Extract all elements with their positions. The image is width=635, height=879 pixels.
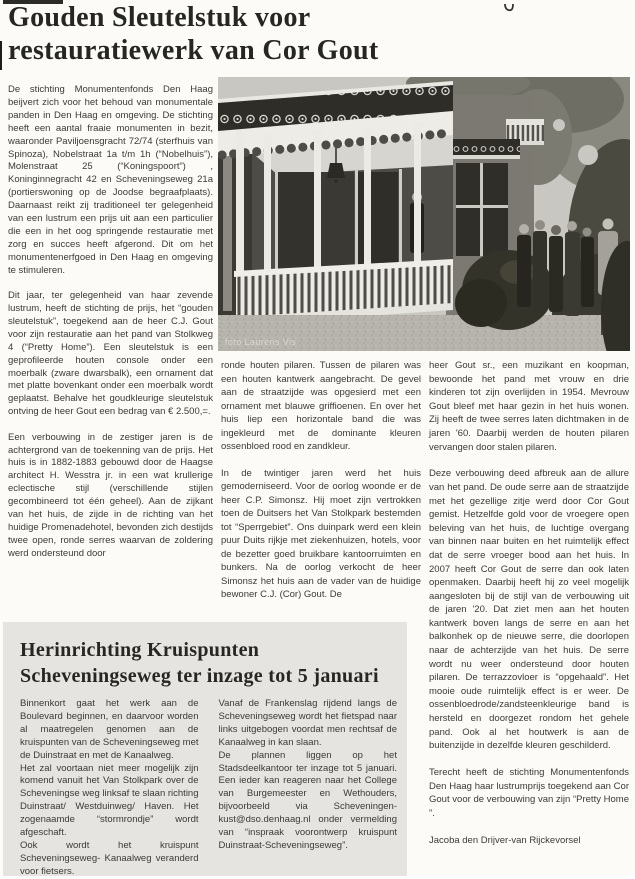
box-column-1: [20, 698, 199, 879]
scan-artifact-letter-fragment: [503, 0, 515, 9]
main-column-3: [429, 359, 629, 860]
box-columns: [20, 698, 397, 879]
article-photo: [218, 77, 630, 351]
main-column-2: [221, 359, 421, 615]
paragraph: Terecht heeft de stichting Monumentenfonds Den Haag haar lustrumprijs toegekend aan Cor Gout voor de verbouwing van zijn “Pretty Home ”.: [429, 767, 629, 819]
box-headline: [20, 637, 397, 689]
main-headline: [8, 1, 468, 67]
paragraph: ronde houten pilaren. Tussen de pilaren was een houten kantwerk aangebracht. De gevel aan de straatzijde was opgesierd met een ornament met blauwe griffioenen. En over het huis liep een horizontale band die was ingekleurd met de dominante kleuren ossenbloed rood en zandkleur.: [221, 360, 421, 452]
photo-credit: foto Laurens Vis: [225, 337, 297, 347]
scan-artifact-left-edge: [0, 41, 2, 70]
paragraph: Ook wordt het kruispunt Scheveningseweg- Kanaalweg veranderd voor fietsers.: [20, 839, 199, 877]
main-column-1: [8, 84, 213, 573]
paragraph: Vanaf de Frankenslag rijdend langs de Scheveningseweg wordt het fietspad naar links uitgebogen voordat men rechtsaf de Kanaalweg in kan slaan.: [218, 698, 397, 748]
box-column-2: [219, 698, 398, 879]
paragraph: Binnenkort gaat het werk aan de Boulevard beginnen, en daarvoor worden al maatregelen genomen aan de kruispunten van de Scheveningseweg met de Duinstraat en met de Kanaalweg.: [20, 698, 199, 761]
box-headline-line2: Scheveningseweg ter inzage tot 5 januari: [20, 665, 379, 687]
main-headline-line2: restauratiewerk van Cor Gout: [8, 35, 379, 66]
author-byline: Jacoba den Drijver-van Rijckevorsel: [429, 834, 581, 846]
paragraph: heer Gout sr., een muzikant en koopman, bewoonde het pand met vrouw en drie kinderen tot zijn overlijden in 1954. Mevrouw Gout bleef met haar gezin in het huis wonen. Zij heeft de twee serres laten dichtmaken in de jaren '60. Daarbij werden de houten pilaren vervangen door stalen pilaren.: [429, 360, 629, 453]
paragraph: Een verbouwing in de zestiger jaren is de achtergrond van de toekenning van de prijs. Het huis is in 1882-1883 gebouwd door de Haagse architect H. Wesstra jr. in een wat krullerige eclectische stijl (verschillende stijlen gecombineerd tot één geheel). Aan de zijkant van het huis, de zijde in de richting van het huidige Promenadehotel, bevonden zich destijds twee open, ronde serres waarvan de zoldering werd ondersteund door: [8, 431, 213, 559]
paragraph: In de twintiger jaren werd het huis gemoderniseerd. Voor de oorlog woonde er de heer C.P. Simonsz. Hij moet zijn vertrokken toen de Duitsers het Van Stolkpark bestemden tot “Sperrgebiet”. Ons duinpark werd een klein puur Duits rijkje met ziekenhuizen, hotels, voor de bezetter goed bruikbare kantoorruimten en bunkers. Na de oorlog verkocht de heer Simonsz het huis aan de vader van de huidige bewoner C.J. (Cor) Gout. De: [221, 467, 421, 600]
paragraph: De plannen liggen op het Stadsdeelkantoor ter inzage tot 5 januari. Een ieder kan reageren naar het College van Burgemeester en Wethouders, bijvoorbeeld via Scheveningen-kust@dso.denhaag.nl onder vermelding van “inspraak voorontwerp kruispunt Duinstraat-Scheveningseweg”.: [218, 749, 397, 851]
photo-illustration: [218, 77, 630, 351]
box-article: [3, 622, 407, 876]
veranda: [218, 81, 453, 325]
paragraph: Het zal voortaan niet meer mogelijk zijn komend vanuit het Van Stolkpark over de Scheveningse weg linksaf te slaan richting Duinstraat/ Westduinweg/ Haven. Het zogenaamde “stormrondje” wordt afgeschaft.: [20, 762, 199, 839]
main-headline-line1: Gouden Sleutelstuk voor: [8, 2, 311, 33]
box-headline-line1: Herinrichting Kruispunten: [20, 639, 260, 661]
paragraph: Dit jaar, ter gelegenheid van haar zevende lustrum, heeft de stichting de prijs, het “gouden sleutelstuk”, toegekend aan de heer C.J. Gout voor zijn restauratie aan het pand van Stolkweg 4 (“Pretty Home”). Een sleutelstuk is een geprofileerde houten console onder een moerbalk (zware dwarsbalk), een ornament dat met platte bovenkant onder een moerbalk wordt geplaatst. Behalve het goudkleurige sleutelstuk ontving de heer Gout een bedrag van € 2.500,=.: [8, 290, 213, 418]
paragraph: De stichting Monumentenfonds Den Haag beijvert zich voor het behoud van monumentale panden in Den Haag en omgeving. De stichting heeft een aantal fraaie monumenten in bezit, waaronder Paviljoensgracht 72/74 (sterfhuis van Spinoza), Nobelstraat 1a t/m 1h (“Nobelhuis”), Molenstraat 25 (“Koningspoort”) , Koninginnegracht 42 en Scheveningseweg 21a (portierswoning op de Joodse begraafplaats). Daarnaast reikt zij traditioneel ter gelegenheid van een lustrum een prijs uit aan een particulier die een in het oog springende restauratie met zorg en succes heeft afgerond. Dit om het monumentenerfgoed in Den Haag en omgeving te stimuleren.: [8, 84, 213, 276]
paragraph: Deze verbouwing deed afbreuk aan de allure van het pand. De oude serre aan de straatzijde met het gezellige zitje werd door Cor Gout gemist. Hetzelfde gold voor de vroegere open beleving van het huis, de luchtige overgang van binnen naar buiten en het ruimtelijk effect dat de serre vroeger bood aan het huis. In 2007 heeft Cor Gout de serre dan ook laten openmaken. Daarbij heeft hij zo veel mogelijk aangesloten bij de stijl van de verbouwing uit de jaren '20. Dat ziet men aan het houten kantwerk boven langs de serre en aan het balkonhek op de nieuwe serre, die doorlopen naar de achterzijde van het huis. De serre wordt nu weer ondersteund door houten pilaren. De terrazzovloer is “opgehaald”. Het mooie oude ruimtelijk effect is er weer. De ossenbloedrode/zandsteenkleurige band is hersteld en doorgezet rondom het gehele pand. Ook al het houtwerk is aan de buitenzijde in dezelfde kleuren geschilderd.: [429, 468, 629, 752]
